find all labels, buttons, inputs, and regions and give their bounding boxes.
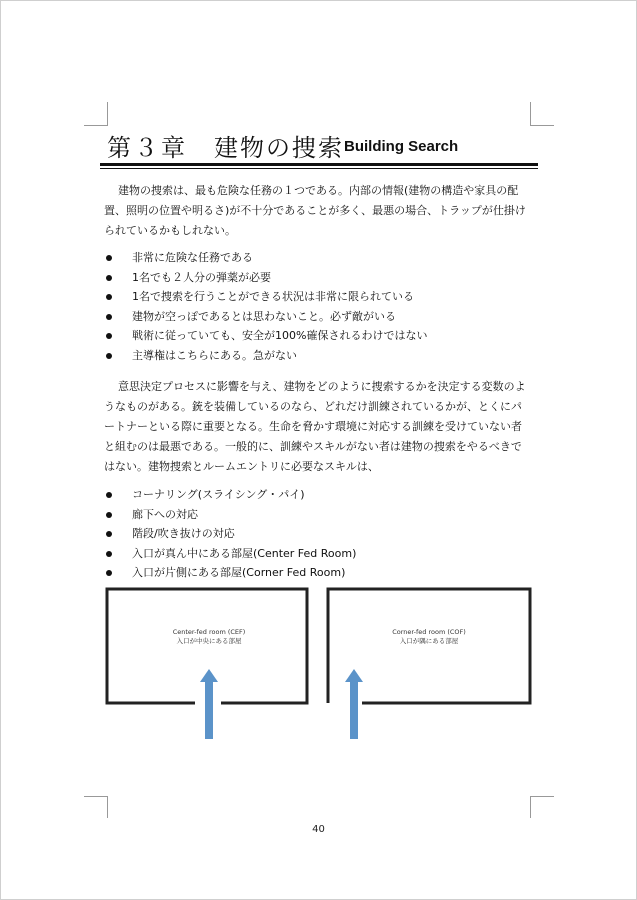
bullet-icon — [106, 255, 112, 261]
crop-mark-top-left — [107, 102, 108, 126]
risk-bullet-list — [104, 248, 534, 366]
skills-bullet-list — [104, 485, 534, 583]
bullet-icon — [106, 551, 112, 557]
list-item-text: 廊下への対応 — [132, 507, 198, 521]
list-item-text: 1名で捜索を行うことができる状況は非常に限られている — [132, 290, 414, 304]
corner-fed-label-en: Corner-fed room (COF) — [392, 628, 466, 636]
center-fed-label-jp: 入口が中央にある部屋 — [176, 637, 242, 645]
list-item-text: 入口が片側にある部屋(Corner Fed Room) — [132, 566, 346, 580]
crop-mark-bottom-left — [107, 796, 108, 818]
intro-paragraph — [104, 181, 536, 241]
list-item — [104, 268, 534, 288]
center-fed-room-diagram — [104, 586, 314, 744]
list-item-text: 入口が真ん中にある部屋(Center Fed Room) — [132, 546, 357, 560]
crop-mark-bottom-right — [530, 796, 531, 818]
list-item-text: 1名でも２人分の弾薬が必要 — [132, 270, 271, 284]
list-item-text: 非常に危険な任務である — [132, 251, 253, 264]
bullet-icon — [106, 512, 112, 518]
bullet-icon — [106, 333, 112, 339]
skills-line: と組むのは最悪である。一般的に、訓練やスキルがない者は建物の捜索をやるべきで — [104, 440, 522, 453]
chapter-heading — [107, 128, 537, 164]
bullet-icon — [106, 531, 112, 537]
chapter-title-english: Building Search — [344, 138, 459, 155]
bullet-icon — [106, 353, 112, 359]
center-fed-label-en: Center-fed room (CEF) — [172, 628, 246, 636]
bullet-icon — [106, 314, 112, 320]
crop-mark-top-left-h — [84, 125, 108, 126]
heading-rule-thin — [100, 168, 538, 169]
list-item-text: 主導権はこちらにある。急がない — [132, 348, 297, 362]
crop-mark-top-right-h — [530, 125, 554, 126]
list-item-text: 戦術に従っていても、安全が100%確保されるわけではない — [132, 329, 428, 343]
intro-line: 建物の捜索は、最も危険な任務の１つである。内部の情報(建物の構造や家具の配 — [118, 184, 519, 197]
corner-fed-room-diagram — [322, 586, 534, 744]
crop-mark-bottom-right-h — [530, 796, 554, 797]
skills-line: はない。建物捜索とルームエントリに必要なスキルは、 — [104, 460, 379, 473]
chapter-number: 第３章 — [107, 134, 188, 162]
list-item-text: 建物が空っぽであるとは思わないこと。必ず敵がいる — [132, 309, 396, 323]
bullet-icon — [106, 492, 112, 498]
skills-line: 意思決定プロセスに影響を与え、建物をどのように捜索するかを決定する変数のよ — [118, 380, 526, 393]
bullet-icon — [106, 294, 112, 300]
page-number: 40 — [312, 824, 325, 835]
skills-line: うなものがある。銃を装備しているのなら、どれだけ訓練されているかが、とくにパ — [104, 400, 522, 413]
corner-fed-label-jp: 入口が隅にある部屋 — [399, 637, 459, 645]
heading-rule-thick — [100, 163, 538, 166]
list-item — [104, 287, 534, 307]
list-item — [104, 505, 534, 525]
list-item — [104, 248, 534, 268]
list-item-text: コーナリング(スライシング・パイ) — [132, 488, 305, 501]
list-item-text: 階段/吹き抜けの対応 — [132, 527, 235, 541]
crop-mark-bottom-left-h — [84, 796, 108, 797]
skills-line: ートナーといる際に重要となる。生命を脅かす環境に対応する訓練を受けていない者 — [104, 420, 522, 433]
list-item — [104, 563, 534, 583]
list-item — [104, 485, 534, 505]
skills-paragraph — [104, 377, 536, 477]
list-item — [104, 346, 534, 366]
intro-line: 置、照明の位置や明るさ)が不十分であることが多く、最悪の場合、トラップが仕掛け — [104, 204, 526, 217]
list-item — [104, 307, 534, 327]
bullet-icon — [106, 275, 112, 281]
chapter-title-japanese: 建物の捜索 — [214, 134, 344, 162]
crop-mark-top-right — [530, 102, 531, 126]
intro-line: られているかもしれない。 — [104, 224, 236, 237]
bullet-icon — [106, 570, 112, 576]
list-item — [104, 544, 534, 564]
list-item — [104, 524, 534, 544]
list-item — [104, 326, 534, 346]
